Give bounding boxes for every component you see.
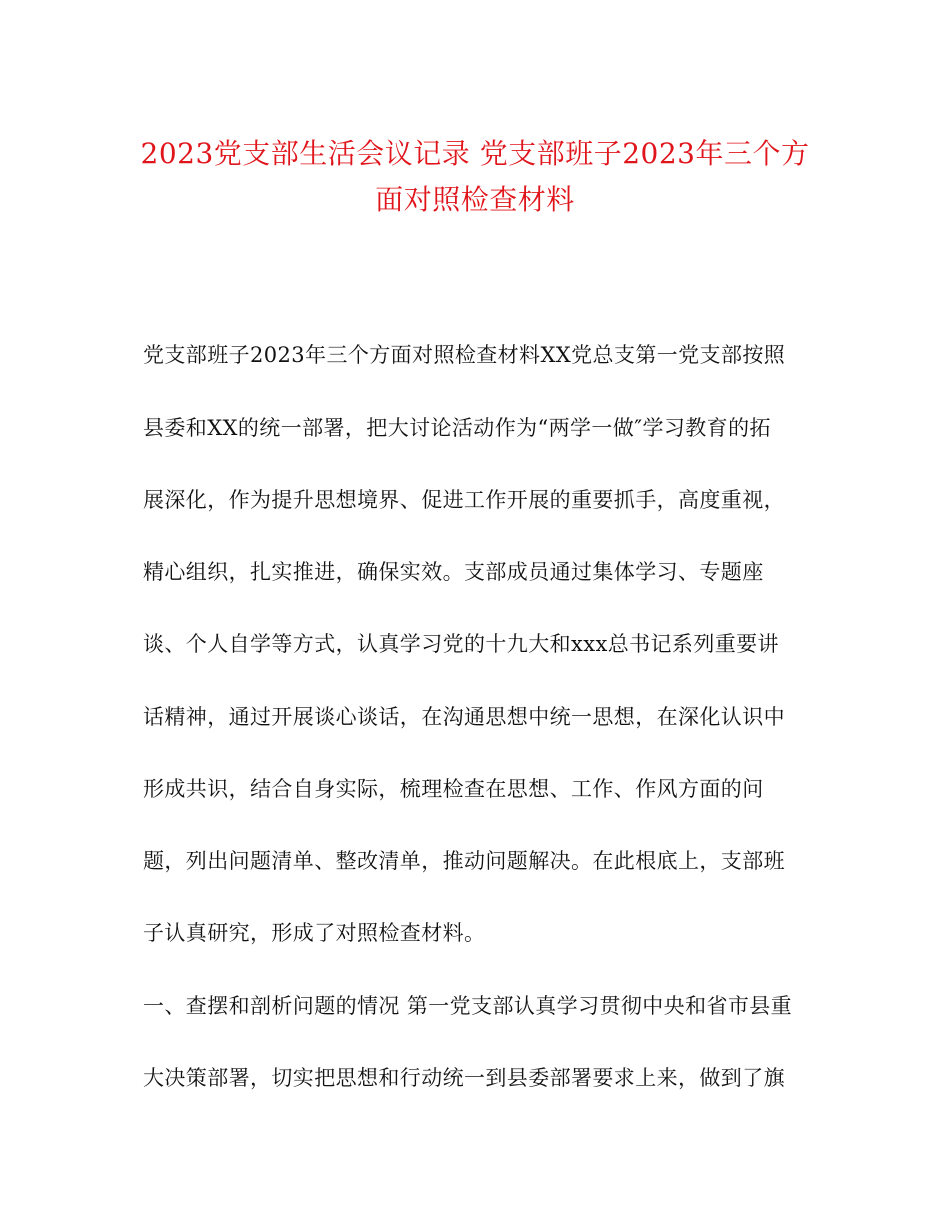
body-line-1: 党支部班子2023年三个方面对照检查材料XX党总支第一党支部按照 — [143, 343, 786, 367]
body-line-3: 展深化，作为提升思想境界、促进工作开展的重要抓手，高度重视， — [143, 488, 785, 512]
body-line-7: 形成共识，结合自身实际，梳理检查在思想、工作、作风方面的问 — [143, 777, 764, 801]
document-title-line-1: 2023党支部生活会议记录 党支部班子2023年三个方 — [140, 137, 810, 170]
body-line-5: 谈、个人自学等方式，认真学习党的十九大和xxx总书记系列重要讲 — [143, 632, 779, 656]
body-line-11: 大决策部署，切实把思想和行动统一到县委部署要求上来，做到了旗 — [143, 1066, 785, 1090]
body-line-10: 一、查摆和剖析问题的情况 第一党支部认真学习贯彻中央和省市县重 — [143, 994, 793, 1018]
body-line-4: 精心组织，扎实推进，确保实效。支部成员通过集体学习、专题座 — [143, 560, 764, 584]
body-line-9: 子认真研究，形成了对照检查材料。 — [143, 921, 486, 945]
body-line-2: 县委和XX的统一部署，把大讨论活动作为“两学一做″学习教育的拓 — [143, 416, 771, 440]
document-title-line-2: 面对照检查材料 — [375, 183, 575, 216]
body-line-6: 话精神，通过开展谈心谈话，在沟通思想中统一思想，在深化认识中 — [143, 705, 785, 729]
body-line-8: 题，列出问题清单、整改清单，推动问题解决。在此根底上，支部班 — [143, 849, 785, 873]
